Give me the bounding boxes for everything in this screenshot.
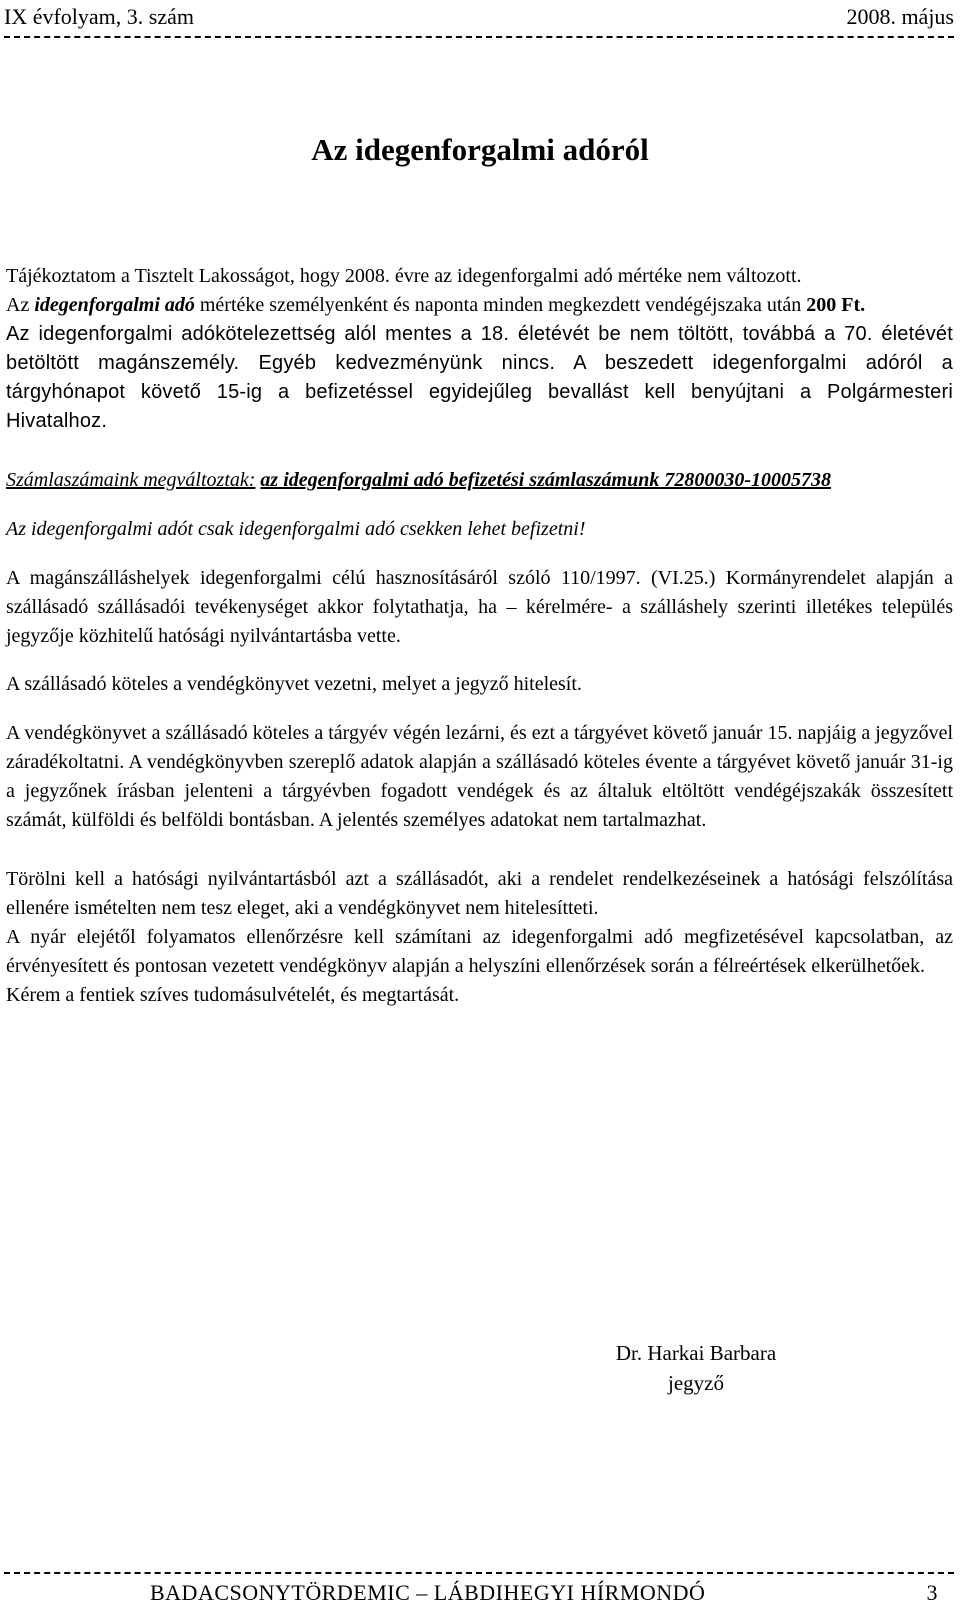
signature-block	[596, 1338, 796, 1398]
signer-role: jegyző	[668, 1371, 724, 1395]
publication-name: BADACSONYTÖRDEMIC – LÁBDIHEGYI HÍRMONDÓ	[150, 1580, 706, 1605]
rate-prefix: Az	[6, 294, 35, 316]
paragraph-account	[6, 466, 953, 495]
paragraph-rate	[6, 291, 953, 320]
paragraph-regulation: A magánszálláshelyek idegenforgalmi célú hasznosításáról szóló 110/1997. (VI.25.) Kormányrendelet alapján a szállásadó szállásadói tevékenységet akkor folytathatja, ha – kérelmére- a szálláshely szerinti illetékes település jegyzője közhitelű hatósági nyilvántartásba vette.	[6, 567, 953, 647]
page-number: 3	[926, 1580, 938, 1605]
account-number: az idegenforgalmi adó befizetési számlaszámunk 72800030-10005738	[260, 469, 831, 491]
paragraph-removal: Törölni kell a hatósági nyilvántartásból azt a szállásadót, aki a rendelet rendelkezéseinek a hatósági felszólítása ellenére ismételten nem tesz eleget, aki a vendégkönyvet nem hitelesítteti.	[6, 868, 953, 919]
article-title: Az idegenforgalmi adóról	[311, 132, 649, 167]
account-prefix: Számlaszámaink megváltoztak:	[6, 469, 256, 491]
footer-divider	[4, 1572, 954, 1574]
paragraph-cheque: Az idegenforgalmi adót csak idegenforgalmi adó csekken lehet befizetni!	[6, 518, 586, 540]
paragraph-guestbook: A szállásadó köteles a vendégkönyvet vezetni, melyet a jegyző hitelesít.	[6, 673, 582, 695]
rate-term: idegenforgalmi adó	[34, 294, 195, 316]
article-body	[6, 262, 953, 1010]
paragraph-exemptions: Az idegenforgalmi adókötelezettség alól mentes a 18. életévét be nem töltött, továbbá a 70. életévét betöltött magánszemély. Egyéb kedvezményünk nincs. A beszedett idegenforgalmi adóról a tárgyhónapot követő 15-ig a befizetéssel egyidejűleg bevallást kell benyújtani a Polgármesteri Hivatalhoz.	[6, 323, 953, 432]
header-divider	[4, 36, 954, 38]
rate-middle: mértéke személyenként és naponta minden megkezdett vendégéjszaka után	[194, 294, 807, 316]
issue-label: IX évfolyam, 3. szám	[4, 4, 194, 29]
paragraph-inspection: A nyár elejétől folyamatos ellenőrzésre kell számítani az idegenforgalmi adó megfizetésével kapcsolatban, az érvényesített és pontosan vezetett vendégkönyv alapján a helyszíni ellenőrzések során a félreértések elkerülhetőek.	[6, 926, 953, 977]
issue-date: 2008. május	[846, 4, 954, 29]
rate-amount: 200 Ft.	[806, 294, 866, 316]
paragraph-closing: Kérem a fentiek szíves tudomásulvételét, és megtartását.	[6, 984, 460, 1006]
paragraph-intro: Tájékoztatom a Tisztelt Lakosságot, hogy 2008. évre az idegenforgalmi adó mértéke nem változott.	[6, 265, 802, 287]
page-footer	[150, 1578, 950, 1608]
signer-name: Dr. Harkai Barbara	[615, 1341, 777, 1365]
paragraph-reporting: A vendégkönyvet a szállásadó köteles a tárgyév végén lezárni, és ezt a tárgyévet követő január 15. napjáig a jegyzővel záradékoltatni. A vendégkönyvben szereplő adatok alapján a szállásadó köteles évente a tárgyévet követő január 31-ig a jegyzőnek írásban jelenteni a tárgyévben fogadott vendégek és az általuk eltöltött vendégéjszakák összesített számát, külföldi és belföldi bontásban. A jelentés személyes adatokat nem tartalmazhat.	[6, 722, 953, 831]
